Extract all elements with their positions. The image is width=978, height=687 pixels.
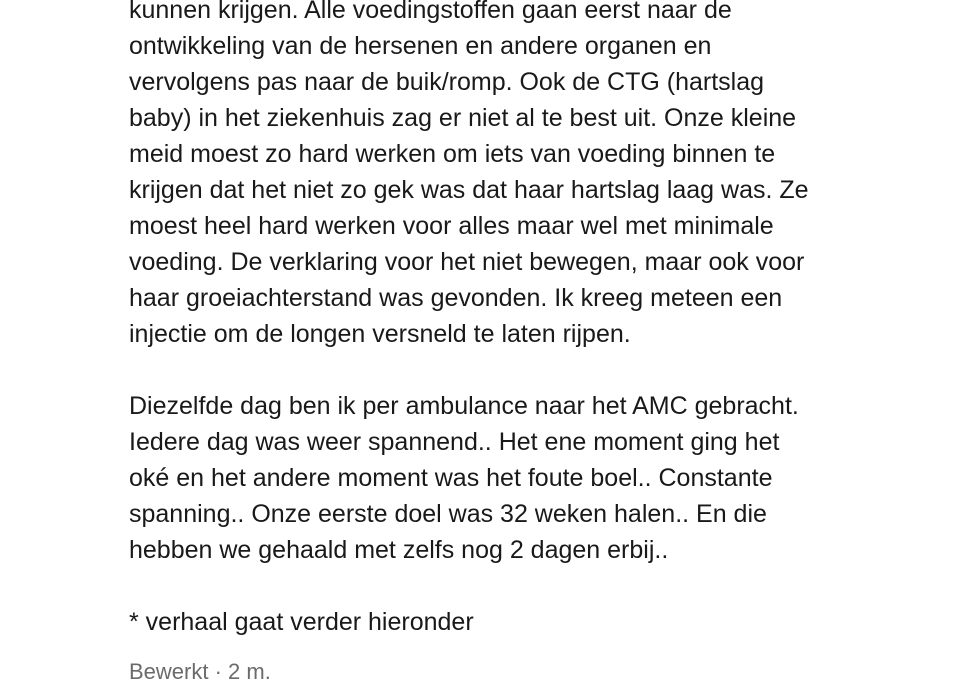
post-text-line: vervolgens pas naar de buik/romp. Ook de CTG (hartslag	[129, 68, 765, 96]
post-text-line: baby) in het ziekenhuis zag er niet al te best uit. Onze kleine	[129, 104, 797, 132]
paragraph-gap	[129, 568, 929, 604]
post-text-line: haar groeiachterstand was gevonden. Ik kreeg meteen een	[129, 284, 783, 312]
post-text-line: oké en het andere moment was het foute boel.. Constante	[129, 464, 773, 492]
post-text-line: spanning.. Onze eerste doel was 32 weken halen.. En die	[129, 500, 767, 528]
post-text-line: ontwikkeling van de hersenen en andere organen en	[129, 32, 712, 60]
post-text-line: Diezelfde dag ben ik per ambulance naar het AMC gebracht.	[129, 392, 799, 420]
post-body	[129, 0, 929, 640]
post-text-line: voeding. De verklaring voor het niet bewegen, maar ook voor	[129, 248, 805, 276]
post-text-line: Iedere dag was weer spannend.. Het ene moment ging het	[129, 428, 780, 456]
post-text-line: krijgen dat het niet zo gek was dat haar hartslag laag was. Ze	[129, 176, 809, 204]
post-text-line: * verhaal gaat verder hieronder	[129, 608, 474, 636]
post-meta-edited: Bewerkt · 2 m.	[129, 659, 271, 684]
post-text-line: moest heel hard werken voor alles maar wel met minimale	[129, 212, 774, 240]
post-text-line: injectie om de longen versneld te laten rijpen.	[129, 320, 631, 348]
post-text-line: meid moest zo hard werken om iets van voeding binnen te	[129, 140, 776, 168]
paragraph-gap	[129, 352, 929, 388]
post-text-line: kunnen krijgen. Alle voedingstoffen gaan eerst naar de	[129, 0, 732, 24]
post-text-line: hebben we gehaald met zelfs nog 2 dagen erbij..	[129, 536, 669, 564]
